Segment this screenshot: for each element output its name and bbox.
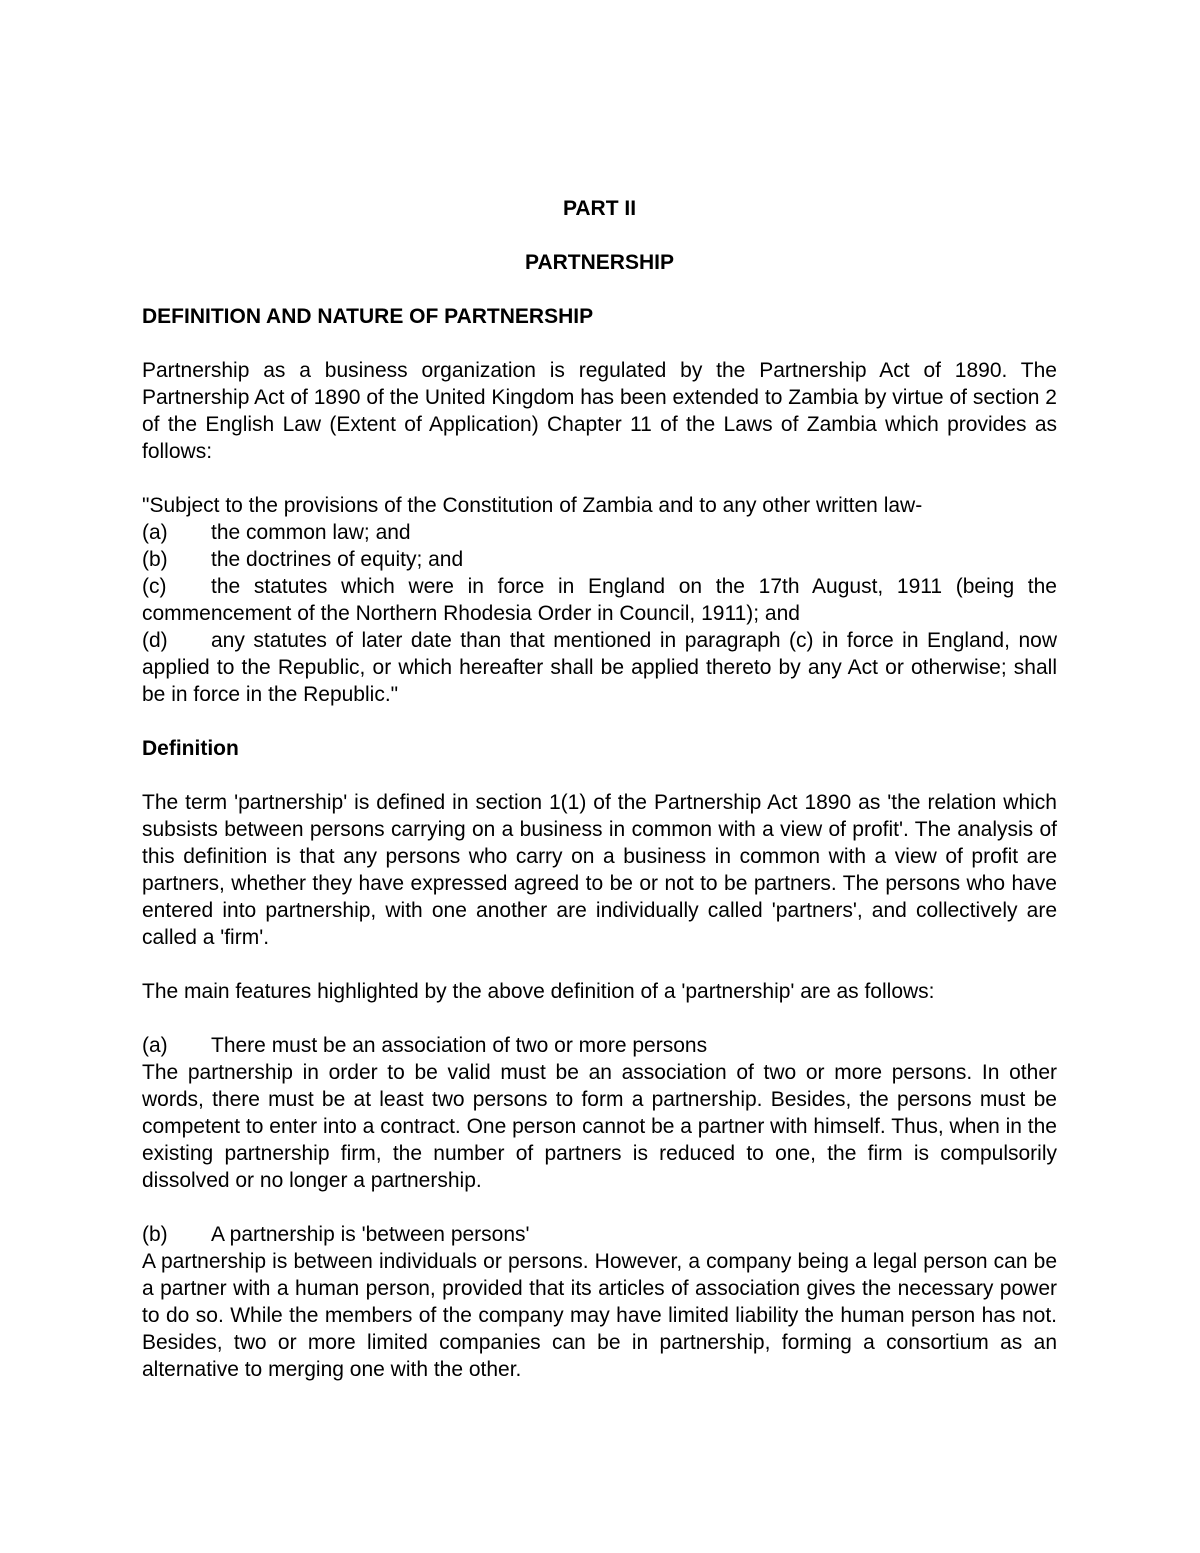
feature-a xyxy=(142,1032,1057,1194)
feature-title-row xyxy=(142,1221,1057,1248)
spacer xyxy=(142,1194,1057,1221)
quote-item-label: (b) xyxy=(142,548,168,571)
quote-item-d xyxy=(142,627,1057,708)
feature-title-row xyxy=(142,1032,1057,1059)
spacer xyxy=(142,762,1057,789)
quote-item-a xyxy=(142,519,1057,546)
spacer xyxy=(142,951,1057,978)
feature-title: A partnership is 'between persons' xyxy=(211,1223,530,1246)
chapter-title: PARTNERSHIP xyxy=(525,251,674,274)
quote-item-text: the doctrines of equity; and xyxy=(211,548,464,571)
feature-label: (a) xyxy=(142,1034,168,1057)
features-intro: The main features highlighted by the above definition of a 'partnership' are as follows: xyxy=(142,980,935,1003)
part-title: PART II xyxy=(562,197,637,220)
intro-paragraph: Partnership as a business organization is regulated by the Partnership Act of 1890. The Partnership Act of 1890 of the United Kingdom has been extended to Zambia by virtue of section 2 of the English Law (Extent of Application) Chapter 11 of the Laws of Zambia which provides as follows: xyxy=(142,359,1057,463)
quote-item-c xyxy=(142,573,1057,627)
quote-item-text: the statutes which were in force in England on the 17th August, 1911 (being the commencement of the Northern Rhodesia Order in Council, 1911); and xyxy=(142,575,1057,625)
definition-paragraph: The term 'partnership' is defined in section 1(1) of the Partnership Act 1890 as 'the relation which subsists between persons carrying on a business in common with a view of profit'. The analysis of this definition is that any persons who carry on a business in common with a view of profit are partners, whether they have expressed agreed to be or not to be partners. The persons who have entered into partnership, with one another are individually called 'partners', and collectively are called a 'firm'. xyxy=(142,791,1057,949)
document-page xyxy=(142,195,1057,1383)
quote-item-label: (c) xyxy=(142,575,167,598)
quote-lead: "Subject to the provisions of the Constitution of Zambia and to any other written law- xyxy=(142,494,923,517)
section-heading: DEFINITION AND NATURE OF PARTNERSHIP xyxy=(142,305,594,328)
spacer xyxy=(142,465,1057,492)
statute-quote xyxy=(142,492,1057,708)
feature-body: The partnership in order to be valid must be an association of two or more persons. In other words, there must be at least two persons to form a partnership. Besides, the persons must be competent to enter into a contract. One person cannot be a partner with himself. Thus, when in the existing partnership firm, the number of partners is reduced to one, the firm is compulsorily dissolved or no longer a partnership. xyxy=(142,1061,1057,1192)
spacer xyxy=(142,708,1057,735)
feature-label: (b) xyxy=(142,1223,168,1246)
quote-item-label: (d) xyxy=(142,629,168,652)
spacer xyxy=(142,1005,1057,1032)
definition-heading: Definition xyxy=(142,737,239,760)
feature-title: There must be an association of two or more persons xyxy=(211,1034,708,1057)
spacer xyxy=(142,222,1057,249)
feature-b xyxy=(142,1221,1057,1383)
spacer xyxy=(142,330,1057,357)
quote-item-b xyxy=(142,546,1057,573)
spacer xyxy=(142,276,1057,303)
quote-item-text: any statutes of later date than that mentioned in paragraph (c) in force in England, now applied to the Republic, or which hereafter shall be applied thereto by any Act or otherwise; shall be in force in the Republic." xyxy=(142,629,1057,706)
quote-item-text: the common law; and xyxy=(211,521,411,544)
feature-body: A partnership is between individuals or persons. However, a company being a legal person can be a partner with a human person, provided that its articles of association gives the necessary power to do so. While the members of the company may have limited liability the human person has not. Besides, two or more limited companies can be in partnership, forming a consortium as an alternative to merging one with the other. xyxy=(142,1250,1057,1381)
quote-item-label: (a) xyxy=(142,521,168,544)
